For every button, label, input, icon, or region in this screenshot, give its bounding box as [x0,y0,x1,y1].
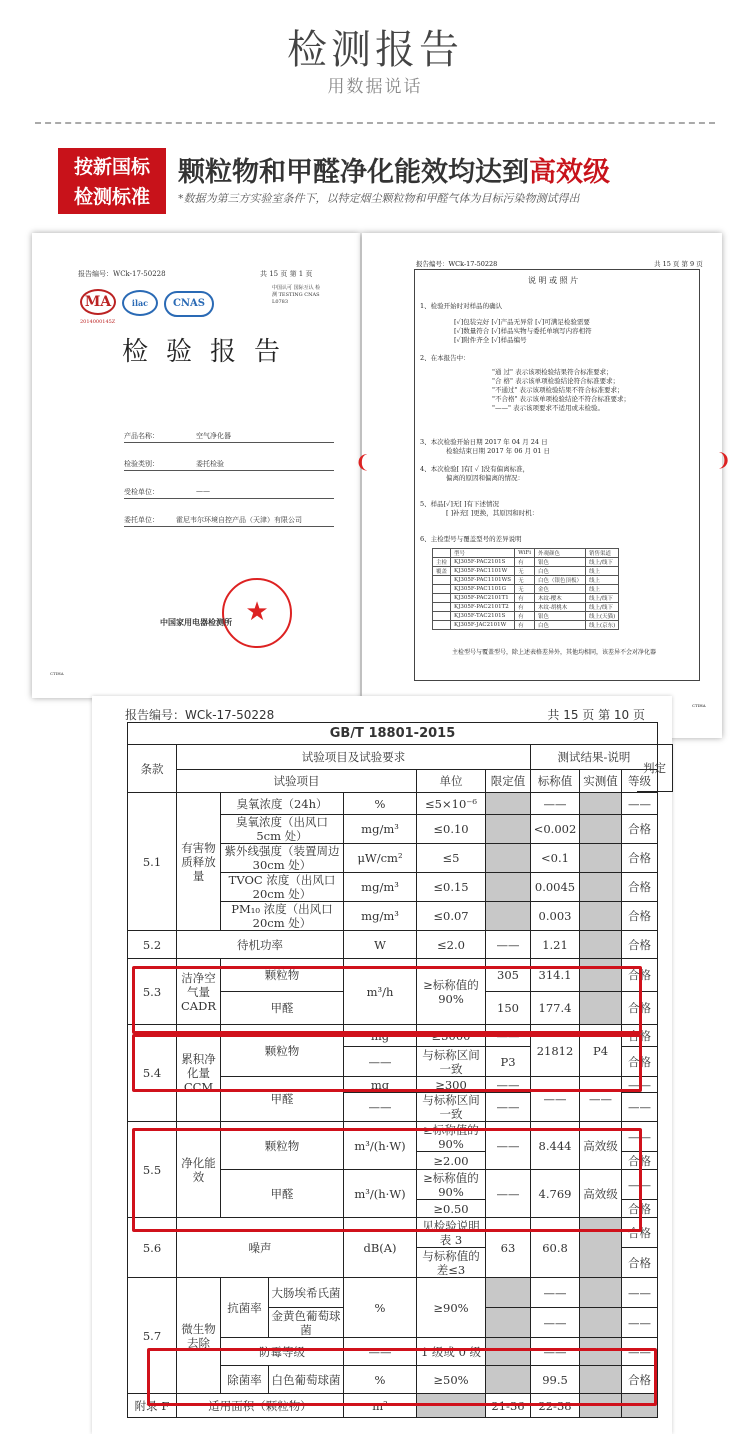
field-product [124,431,334,443]
note-line: 6、主检型号与覆盖型号的差异说明 [420,535,522,543]
model-cell: 木纹-胡桃木 [534,603,585,612]
verdict-cell: 合格 [622,1218,658,1248]
banner-note: *数据为第三方实验室条件下，以特定烟尘颗粒物和甲醛气体为目标污染物测试得出 [178,192,580,205]
unit-cell: mg/m³ [344,902,417,931]
measured-cell: —— [531,1308,580,1338]
model-cell: 销售渠道 [585,549,618,558]
limit-cell: ≥标称值的90% [417,1170,486,1200]
item-cell: 臭氧浓度（出风口 5cm 处） [221,815,344,844]
model-cell: 外观颜色 [534,549,585,558]
limit-cell: ≤5 [417,844,486,873]
unit-cell: % [344,1366,417,1394]
limit-cell: ≥90% [417,1278,486,1338]
ilac-logo: ilac [122,290,158,316]
note-line: 检验结束日期 2017 年 06 月 01 日 [446,447,550,455]
measured-cell: 314.1 [531,959,580,992]
model-cell: 线上 [585,576,618,585]
verdict-cell: 合格 [622,844,658,873]
headline-pre: 颗粒物和甲醛 [178,157,340,188]
lab-name: 中国家用电器检测所 [160,617,232,627]
item-cell: 紫外线强度（装置周边 30cm 处） [221,844,344,873]
nominal-cell: —— [486,1077,531,1093]
lab-seal: ★ [222,578,292,648]
cover-report-no: 报告编号：WCk-17-50228 [78,270,166,278]
seal-fragment-right: ❩ [716,450,732,471]
clause-cell: 5.2 [128,931,177,959]
note-line: 2、在本报告中： [420,354,470,362]
unit-cell: m³/(h·W) [344,1170,417,1218]
subgroup-cell: 抗菌率 [221,1278,269,1338]
nominal-cell: 150 [486,992,531,1025]
field-label: 受检单位： [124,488,159,496]
unit-cell: m³/(h·W) [344,1122,417,1170]
unit-cell: —— [344,1093,417,1122]
grade-cell: P4 [580,1025,622,1077]
field-type [124,459,334,471]
model-cell: KJ305F-PAC2101S [451,558,515,567]
field-value: 霍尼韦尔环境自控产品（天津）有限公司 [176,516,302,524]
badge-line-1: 按新国标 [73,156,150,178]
model-cell: 覆盖 [433,567,451,576]
note-line: "——" 表示该项要求不适用或未检验。 [492,404,605,412]
model-cell: 有 [515,558,535,567]
model-cell: 银色 [534,558,585,567]
highlight-bacteria [147,1348,657,1406]
measured-cell: 177.4 [531,992,580,1025]
limit-cell: 见检验说明表 3 [417,1218,486,1248]
note-line: "合 格" 表示该单项检验结论符合标准要求； [492,377,620,385]
item-cell: 噪声 [177,1218,344,1278]
measured-cell: 1.21 [531,931,580,959]
item-cell: 白色葡萄球菌 [269,1366,344,1394]
grade-cell [580,844,622,873]
clause-cell: 附录 F [128,1394,177,1418]
nominal-cell: —— [486,1093,531,1122]
nominal-cell: 63 [486,1218,531,1278]
nominal-cell [486,873,531,902]
limit-cell: 与标称值的差≤3 [417,1248,486,1278]
cover-page-no: 共 15 页 第 1 页 [260,270,313,278]
measured-cell: —— [531,1278,580,1308]
model-cell: WiFi [515,549,535,558]
measured-cell: 4.769 [531,1170,580,1218]
item-cell: 甲醛 [221,1170,344,1218]
model-cell: 无 [515,576,535,585]
field-value: 空气净化器 [196,432,231,440]
limit-cell: ≥2.00 [417,1152,486,1170]
verdict-cell: 合格 [622,959,658,992]
notes-footer: CTIHA [692,703,706,708]
model-table [432,548,619,630]
model-cell: 有 [515,594,535,603]
note-line: "不合格" 表示该单项检验结论不符合标准要求； [492,395,631,403]
notes-report-no: 报告编号：WCk-17-50228 [416,260,498,268]
model-cell: KJ305F-TAC2101S [451,612,515,621]
model-cell [433,576,451,585]
model-cell: 金色 [534,585,585,594]
model-cell [433,585,451,594]
page-subtitle: 用数据说话 [327,77,423,97]
limit-cell: ≥0.50 [417,1200,486,1218]
model-cell: 线上(天猫) [585,612,618,621]
col-clause: 条款 [128,745,177,793]
notes-footnote: 主检型号与覆盖型号，除上述表格差异外，其他均相同，该差异不会对净化器 [452,649,657,656]
unit-cell: —— [344,1047,417,1077]
field-value: 委托检验 [196,460,224,468]
cert-code: 2014000145Z [80,319,116,325]
limit-cell: 与标称区间一致 [417,1093,486,1122]
model-cell: KJ305F-PAC1101G [451,585,515,594]
item-cell: TVOC 浓度（出风口 20cm 处） [221,873,344,902]
cover-title: 检验报告 [122,337,299,367]
item-cell: 臭氧浓度（24h） [221,793,344,815]
measured-cell: 22-38 [531,1394,580,1418]
dashed-divider [35,122,715,124]
field-label: 委托单位： [124,516,159,524]
results-page-no: 共 15 页 第 10 页 [547,708,645,722]
verdict-cell: 合格 [622,1025,658,1047]
item-cell: 颗粒物 [221,1025,344,1077]
nominal-cell: P3 [486,1047,531,1077]
verdict-cell: 合格 [622,1152,658,1170]
col-nominal: 标称值 [531,770,580,793]
verdict-cell: 合格 [622,1047,658,1077]
model-cell: 主检 [433,558,451,567]
limit-cell: 1 级或 0 级 [417,1338,486,1366]
model-cell: KJ305F-PAC1101W [451,567,515,576]
model-cell [433,549,451,558]
grade-cell [580,902,622,931]
notes-page-no: 共 15 页 第 9 页 [654,260,703,268]
unit-cell: m² [344,1394,417,1418]
banner-headline [178,150,610,189]
highlight-ccm [132,1034,642,1092]
results-page-header [125,706,645,723]
grade-cell [580,815,622,844]
verdict-cell: —— [622,1308,658,1338]
item-cell: 大肠埃希氏菌 [269,1278,344,1308]
model-cell: 型号 [451,549,515,558]
clause-cell: 5.7 [128,1278,177,1394]
model-cell: 线上 [585,567,618,576]
verdict-cell: —— [622,1338,658,1366]
promo-banner [58,148,698,218]
measured-cell: 0.003 [531,902,580,931]
limit-cell: ≥标称值的90% [417,959,486,1025]
nominal-cell: —— [486,1025,531,1047]
model-cell: 无 [515,567,535,576]
verdict-cell: 合格 [622,1200,658,1218]
col-measured: 实测值 [580,770,622,793]
limit-cell: ≤2.0 [417,931,486,959]
clause-cell: 5.5 [128,1122,177,1218]
col-item: 试验项目 [177,770,417,793]
note-line: [✓]数量符合 [✓]样品实物与委托单填写内容相符 [454,327,592,335]
grade-cell [580,1278,622,1308]
nominal-cell [486,902,531,931]
unit-cell: m³/h [344,959,417,1025]
model-cell: KJ305F-PAC2101T1 [451,594,515,603]
model-cell: 无 [515,585,535,594]
unit-cell: mg [344,1077,417,1093]
limit-cell: ≤0.07 [417,902,486,931]
verdict-cell: 合格 [622,902,658,931]
verdict-header: 判定 [637,744,673,792]
headline-highlight: 高效级 [529,157,610,188]
field-client [124,515,334,527]
page-title: 检测报告 [287,27,463,73]
subgroup-cell: 除菌率 [221,1366,269,1394]
measured-cell: —— [531,1077,580,1122]
limit-cell: ≥3000 [417,1025,486,1047]
model-cell: 木纹-樱木 [534,594,585,603]
nominal-cell [486,793,531,815]
limit-cell: ≥标称值的90% [417,1122,486,1152]
model-cell: 有 [515,612,535,621]
model-cell [433,612,451,621]
model-cell: KJ305F-JAC2101W [451,621,515,630]
note-line: 4、本次检验[ ]有[ ✓ ]没有偏离标准， [420,465,530,473]
nominal-cell: 305 [486,959,531,992]
highlight-efficiency [132,1128,642,1232]
grade-cell: 高效级 [580,1122,622,1170]
field-inspected [124,487,334,499]
item-cell: 防霉等级 [221,1338,344,1366]
measured-cell: 0.0045 [531,873,580,902]
item-cell: 颗粒物 [221,959,344,992]
limit-cell: ≤5×10⁻⁶ [417,793,486,815]
nominal-cell [486,1308,531,1338]
unit-cell: W [344,931,417,959]
verdict-cell: —— [622,1278,658,1308]
report-notes-page [362,233,722,738]
unit-cell: % [344,1278,417,1338]
headline-mid: 净化能效均达到 [340,157,529,188]
note-line: [✓]附件齐全 [✓]样品编号 [454,336,527,344]
field-value: —— [196,487,210,495]
col-results: 测试结果-说明 [531,745,658,770]
group-cell: 洁净空气量 CADR [177,959,221,1025]
col-grade: 等级 [622,770,658,793]
nominal-cell: —— [486,1122,531,1170]
item-cell: 金黄色葡萄球菌 [269,1308,344,1338]
model-cell: 线上/线下 [585,603,618,612]
model-cell: 白色（银色顶板） [534,576,585,585]
cover-footer: CTIHA [50,671,64,676]
nominal-cell [486,1278,531,1308]
limit-cell: 与标称区间一致 [417,1047,486,1077]
col-limit: 限定值 [486,770,531,793]
note-line: 1、检验开始时对样品的确认 [420,302,503,310]
model-cell [433,621,451,630]
limit-cell: ≤0.10 [417,815,486,844]
highlight-cadr [132,966,642,1034]
verdict-cell: 合格 [622,931,658,959]
section-header [0,0,750,130]
clause-cell: 5.3 [128,959,177,1025]
model-cell: 有 [515,603,535,612]
model-cell: 有 [515,621,535,630]
grade-cell [580,1308,622,1338]
grade-cell: 高效级 [580,1170,622,1218]
limit-cell: ≥50% [417,1366,486,1394]
model-cell: 线上/线下 [585,594,618,603]
grade-cell [580,931,622,959]
model-cell: KJ305F-PAC1101WS [451,576,515,585]
measured-cell: <0.1 [531,844,580,873]
item-cell: 甲醛 [221,1077,344,1122]
note-line: 5、样品[✓]无[ ]有下述情况 [420,500,500,508]
standard-badge [58,148,166,214]
group-cell: 微生物去除 [177,1278,221,1394]
item-cell: 颗粒物 [221,1122,344,1170]
note-line: "不通过" 表示该项检验结果不符合标准要求； [492,386,624,394]
item-cell: 适用面积（颗粒物） [177,1394,344,1418]
model-cell [433,603,451,612]
item-cell: 待机功率 [177,931,344,959]
measured-cell: 60.8 [531,1218,580,1278]
nominal-cell [486,844,531,873]
notes-heading: 说 明 或 照 片 [528,276,579,285]
nominal-cell: —— [486,931,531,959]
nominal-cell [486,815,531,844]
verdict-cell: 合格 [622,992,658,1025]
verdict-cell: —— [622,1093,658,1122]
cnas-logo: CNAS [164,291,214,317]
results-page [92,696,672,1434]
unit-cell: mg/m³ [344,815,417,844]
model-cell: 白色 [534,621,585,630]
measured-cell: 8.444 [531,1122,580,1170]
nominal-cell: —— [486,1170,531,1218]
standard-title: GB/T 18801-2015 [128,723,658,745]
clause-cell: 5.4 [128,1025,177,1122]
cnas-text: 中国认可 国际互认 检测 TESTING CNAS L0783 [272,285,321,305]
note-line: 3、本次检验开始日期 2017 年 04 月 24 日 [420,438,548,446]
group-cell: 净化能效 [177,1122,221,1218]
grade-cell [580,873,622,902]
col-unit: 单位 [417,770,486,793]
limit-cell: ≥300 [417,1077,486,1093]
item-cell: PM₁₀ 浓度（出风口 20cm 处） [221,902,344,931]
clause-cell: 5.1 [128,793,177,931]
grade-cell: —— [580,1077,622,1122]
model-cell: 线上(京东) [585,621,618,630]
measured-cell: 99.5 [531,1366,580,1394]
field-label: 产品名称： [124,432,159,440]
note-line: [✓]包装完好 [✓]产品无异常 [✓]可满足检验需要 [454,318,590,326]
field-label: 检验类别： [124,460,159,468]
verdict-cell: —— [622,793,658,815]
unit-cell: % [344,793,417,815]
unit-cell: mg [344,1025,417,1047]
measured-cell: —— [531,793,580,815]
verdict-cell: 合格 [622,1248,658,1278]
unit-cell: —— [344,1338,417,1366]
verdict-cell: —— [622,1170,658,1200]
verdict-cell: 合格 [622,1366,658,1394]
col-items-req: 试验项目及试验要求 [177,745,531,770]
measured-cell: —— [531,1338,580,1366]
note-line: 偏离的原因和偏离的情况： [446,474,524,482]
unit-cell: μW/cm² [344,844,417,873]
model-cell: 白色 [534,567,585,576]
model-cell: 线上 [585,585,618,594]
clause-cell: 5.6 [128,1218,177,1278]
verdict-cell: —— [622,1077,658,1093]
unit-cell: dB(A) [344,1218,417,1278]
grade-cell [580,793,622,815]
measured-cell: <0.002 [531,815,580,844]
note-line: "通 过" 表示该项检验结果符合标准要求； [492,368,613,376]
badge-line-2: 检测标准 [73,186,150,208]
group-cell: 有害物质释放量 [177,793,221,931]
unit-cell: mg/m³ [344,873,417,902]
cma-logo: MA [80,289,116,315]
report-cover-page [32,233,360,698]
measured-cell: 21812 [531,1025,580,1077]
item-cell: 甲醛 [221,992,344,1025]
model-cell: 银色 [534,612,585,621]
limit-cell: ≤0.15 [417,873,486,902]
seal-fragment-left: ❨ [355,452,371,473]
nominal-cell: 21-36 [486,1394,531,1418]
model-cell: KJ305F-PAC2101T2 [451,603,515,612]
verdict-cell: 合格 [622,873,658,902]
group-cell: 累积净化量 CCM [177,1025,221,1122]
results-report-no: 报告编号：WCk-17-50228 [125,708,275,722]
model-cell [433,594,451,603]
model-cell: 线上/线下 [585,558,618,567]
note-line: [ ]补充[ ]更换，其原因和时机： [446,509,539,517]
verdict-cell: 合格 [622,815,658,844]
verdict-cell: —— [622,1122,658,1152]
